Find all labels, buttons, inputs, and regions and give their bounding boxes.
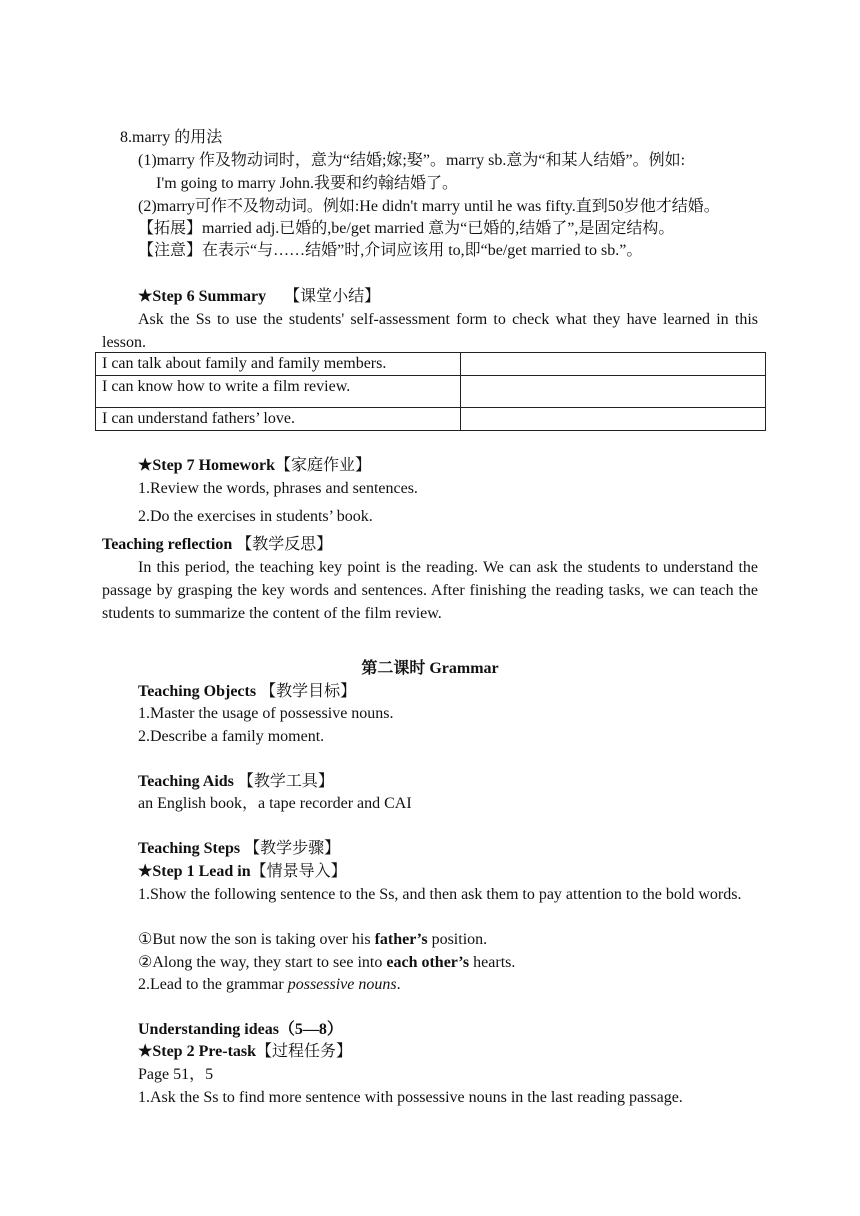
aids-text: an English book，a tape recorder and CAI [138, 795, 412, 812]
marry-extension: 【拓展】married adj.已婚的,be/get married 意为“已婚的,结婚了”,是固定结构。 [138, 220, 675, 237]
aids-heading [138, 771, 334, 793]
objective-1: 1.Master the usage of possessive nouns. [138, 705, 394, 722]
table-cell-statement: I can talk about family and family members. [96, 353, 461, 376]
objects-title-cn: 【教学目标】 [256, 683, 357, 700]
marry-example: I'm going to marry John.我要和约翰结婚了。 [156, 175, 458, 192]
reflection-heading [102, 534, 332, 556]
step1-text-1: 1.Show the following sentence to the Ss, and then ask them to pay attention to the bold words. [138, 886, 742, 903]
homework-item-1: 1.Review the words, phrases and sentences. [138, 480, 418, 497]
steps-title-cn: 【教学步骤】 [240, 840, 341, 857]
self-assessment-table [95, 352, 766, 431]
objective-2: 2.Describe a family moment. [138, 728, 325, 745]
step2-title-cn: 【过程任务】 [256, 1043, 353, 1060]
step7-title-cn: 【家庭作业】 [275, 457, 372, 474]
table-cell-check [461, 353, 766, 376]
example-2-end: hearts. [469, 954, 516, 971]
marry-line-2: (2)marry可作不及物动词。例如:He didn't marry until he was fifty.直到50岁他才结婚。 [138, 198, 720, 215]
table-cell-check [461, 376, 766, 408]
step2-heading [138, 1041, 352, 1063]
table-row [96, 408, 766, 431]
reflection-title-cn: 【教学反思】 [232, 536, 333, 553]
lesson2-title: 第二课时 Grammar [361, 660, 499, 677]
steps-title: Teaching Steps [138, 840, 241, 857]
homework-item-2: 2.Do the exercises in students’ book. [138, 508, 373, 525]
step6-title-cn: 【课堂小结】 [284, 288, 381, 305]
step7-title: ★Step 7 Homework [138, 457, 275, 474]
steps-heading [138, 838, 340, 860]
marry-title: 8.marry 的用法 [120, 129, 223, 146]
table-cell-statement: I can know how to write a film review. [96, 376, 461, 408]
step1-title: ★Step 1 Lead in [138, 863, 251, 880]
step6-body [102, 308, 758, 354]
step2-text-1: 1.Ask the Ss to find more sentence with possessive nouns in the last reading passage. [138, 1089, 683, 1106]
example-1-end: position. [427, 931, 488, 948]
step1-body [102, 883, 758, 906]
lead-text-end: . [396, 976, 401, 993]
objects-heading [138, 681, 356, 703]
marry-line-1: (1)marry 作及物动词时，意为“结婚;嫁;娶”。marry sb.意为“和某人结婚”。例如: [138, 152, 686, 169]
step1-text-2 [138, 974, 401, 996]
step6-text: Ask the Ss to use the students' self-assessment form to check what they have learned in this lesson. [102, 311, 758, 351]
reflection-text: In this period, the teaching key point is the reading. We can ask the students to understand the passage by grasping the key words and sentences. After finishing the reading tasks, we can teach the students to summarize the content of the film review. [102, 559, 758, 622]
step1-heading [138, 861, 347, 883]
understanding-heading: Understanding ideas（5—8） [138, 1021, 343, 1038]
aids-title: Teaching Aids [138, 773, 234, 790]
step6-heading [138, 286, 380, 308]
table-row [96, 353, 766, 376]
objects-title: Teaching Objects [138, 683, 257, 700]
aids-title-cn: 【教学工具】 [233, 773, 334, 790]
example-sentence-1 [138, 929, 487, 951]
example-1-text: ①But now the son is taking over his [138, 931, 375, 948]
step1-title-cn: 【情景导入】 [250, 863, 347, 880]
example-2-text: ②Along the way, they start to see into [138, 954, 387, 971]
reflection-title: Teaching reflection [102, 536, 233, 553]
example-2-bold: each other’s [386, 954, 470, 971]
table-cell-statement: I can understand fathers’ love. [96, 408, 461, 431]
reflection-body [102, 556, 758, 625]
lead-grammar-term: possessive nouns [287, 976, 397, 993]
example-sentence-2 [138, 952, 515, 974]
step7-heading [138, 455, 371, 477]
step6-title: ★Step 6 Summary [138, 288, 267, 305]
table-row [96, 376, 766, 408]
marry-note: 【注意】在表示“与……结婚”时,介词应该用 to,即“be/get married to sb.”。 [138, 242, 643, 259]
example-1-bold: father’s [374, 931, 428, 948]
table-cell-check [461, 408, 766, 431]
lead-text: 2.Lead to the grammar [138, 976, 288, 993]
page-reference: Page 51，5 [138, 1066, 214, 1083]
step2-title: ★Step 2 Pre-task [138, 1043, 257, 1060]
